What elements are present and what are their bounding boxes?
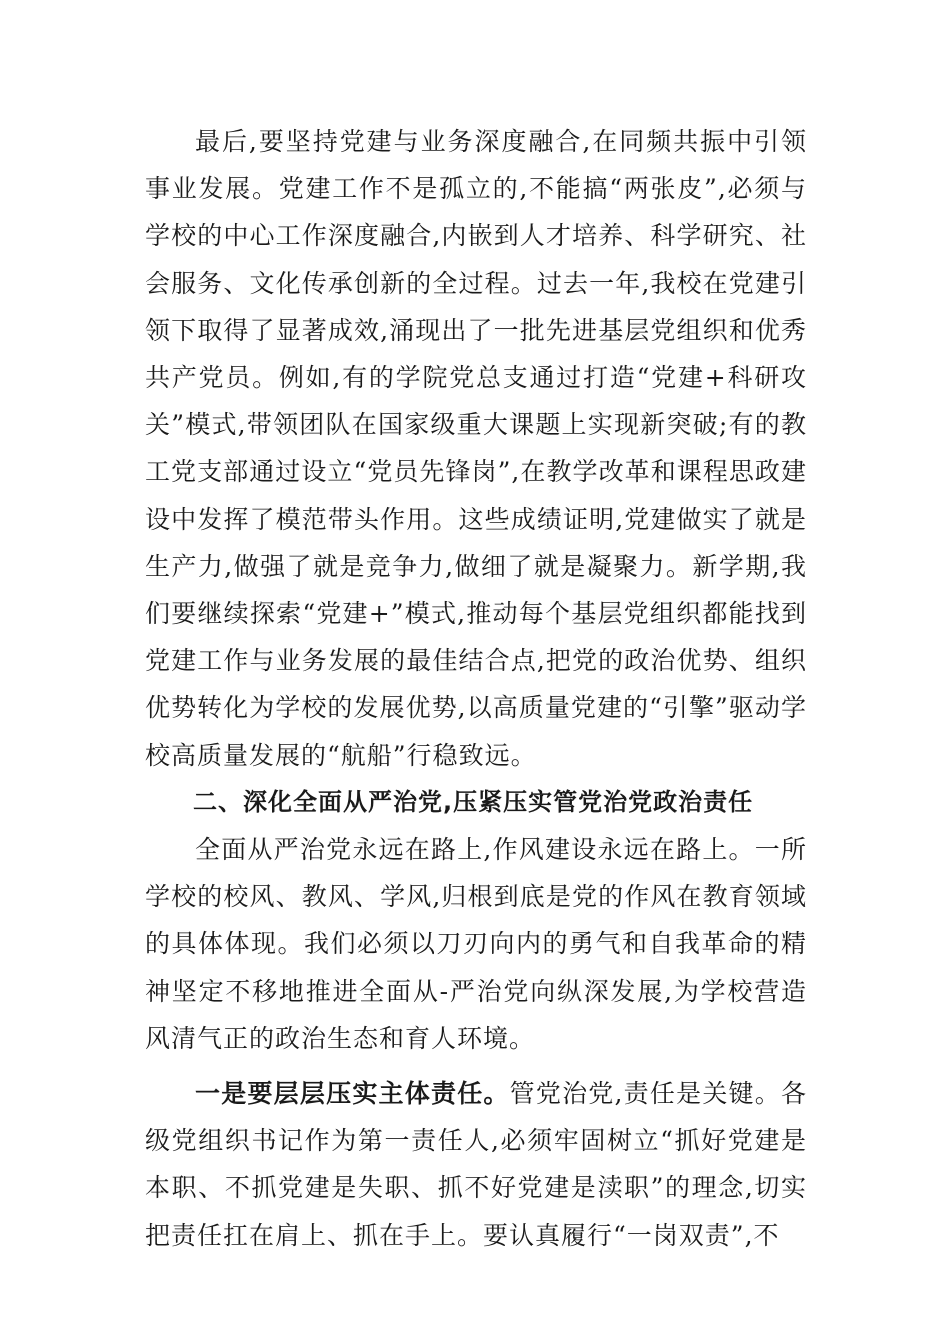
section-heading: 二、深化全面从严治党,压紧压实管党治党政治责任 [193, 787, 754, 816]
paragraph-strict-governance: 全面从严治党永远在路上,作风建设永远在路上。一所学校的校风、教风、学风,归根到底是党的作风在教育领域的具体体现。我们必须以刀刃向内的勇气和自我革命的精神坚定不移地推进全面从-严治党向纵深发展,为学校营造风清气正的政治生态和育人环境。 [145, 835, 807, 1053]
paragraph-spacer [145, 1062, 807, 1070]
document-body [145, 118, 807, 1259]
paragraph-party-building-integration: 最后,要坚持党建与业务深度融合,在同频共振中引领事业发展。党建工作不是孤立的,不能搞“两张皮”,必须与学校的中心工作深度融合,内嵌到人才培养、科学研究、社会服务、文化传承创新的全过程。过去一年,我校在党建引领下取得了显著成效,涌现出了一批先进基层党组织和优秀共产党员。例如,有的学院党总支通过打造“党建+科研攻关”模式,带领团队在国家级重大课题上实现新突破;有的教工党支部通过设立“党员先锋岗”,在教学改革和课程思政建设中发挥了模范带头作用。这些成绩证明,党建做实了就是生产力,做强了就是竞争力,做细了就是凝聚力。新学期,我们要继续探索“党建+”模式,推动每个基层党组织都能找到党建工作与业务发展的最佳结合点,把党的政治优势、组织优势转化为学校的发展优势,以高质量党建的“引擎”驱动学校高质量发展的“航船”行稳致远。 [145, 127, 807, 770]
paragraph-main-responsibility [145, 1070, 807, 1259]
paragraph-lead-phrase: 一是要层层压实主体责任。 [195, 1079, 510, 1109]
paragraph-body-text: 管党治党,责任是关键。各级党组织书记作为第一责任人,必须牢固树立“抓好党建是本职、不抓党建是失职、抓不好党建是渎职”的理念,切实把责任扛在肩上、抓在手上。要认真履行“一岗双责”,不 [145, 1079, 807, 1250]
